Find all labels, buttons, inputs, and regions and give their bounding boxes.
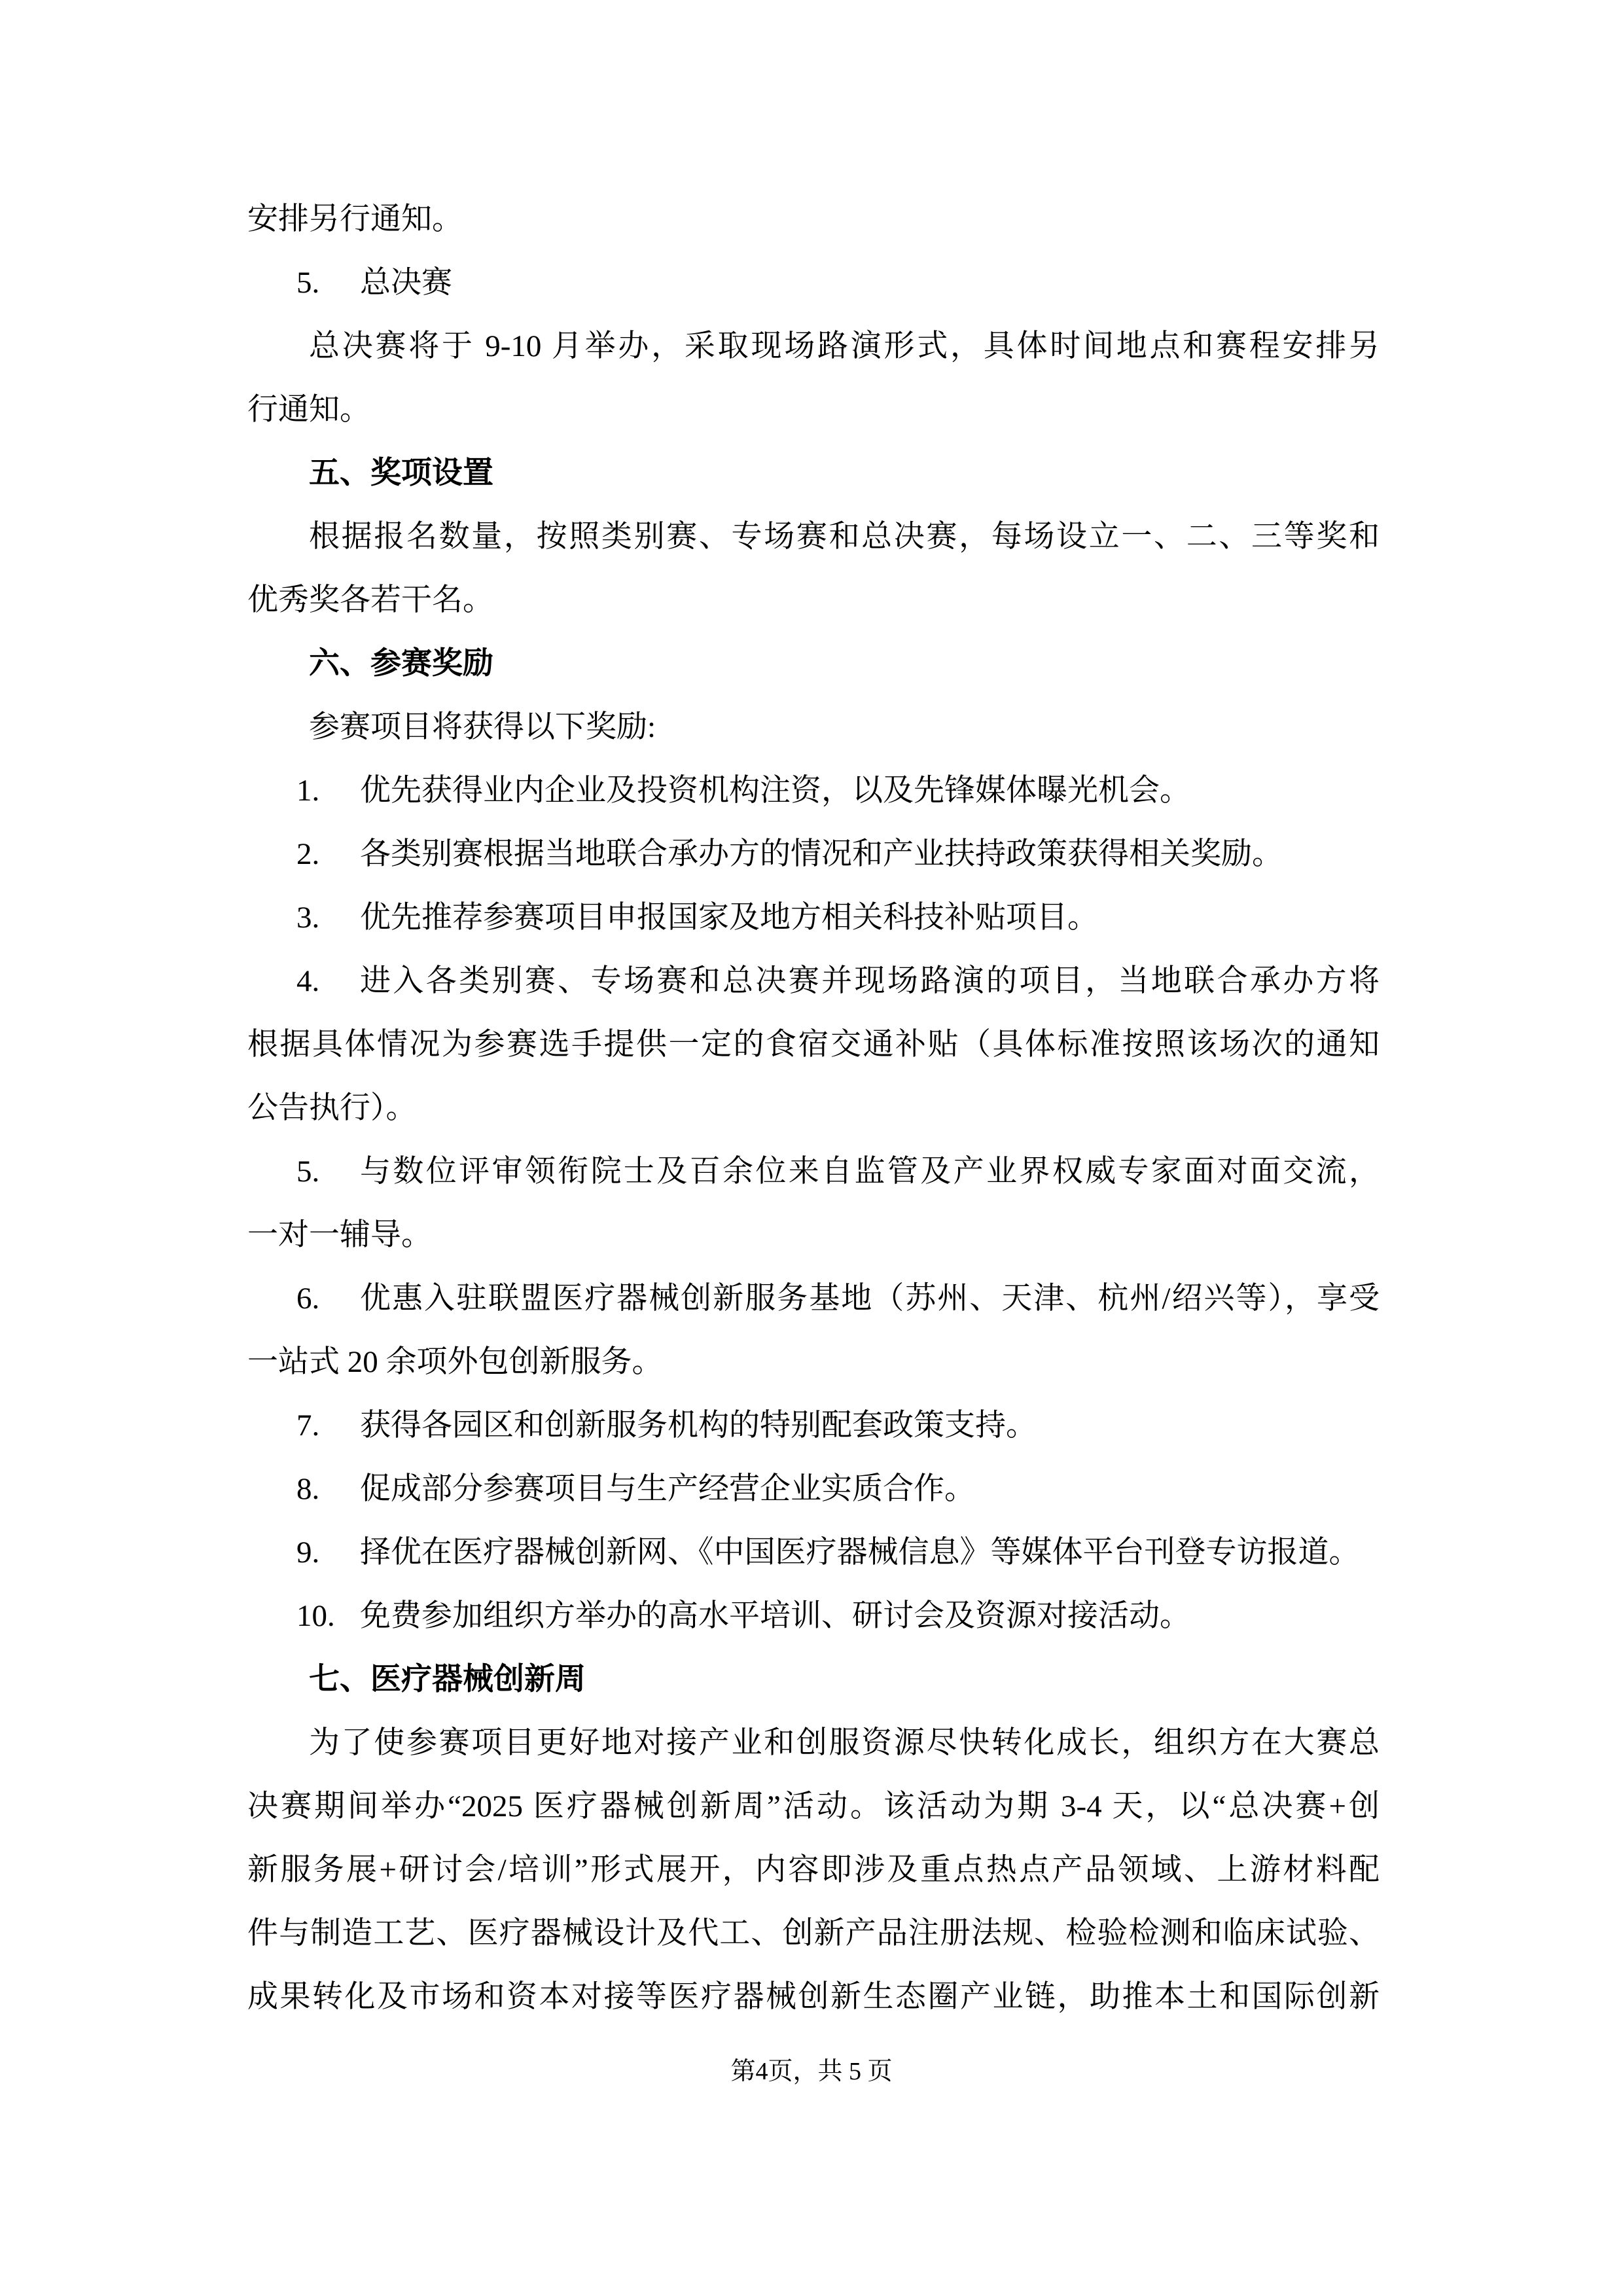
text-line: 安排另行通知。 [247,202,463,236]
text-line: 一站式 20 余项外包创新服务。 [247,1345,663,1379]
list-item-line [247,886,1380,950]
list-number: 5. [296,266,320,300]
text-line: 决赛期间举办“2025 医疗器械创新周”活动。该活动为期 3-4 天，以“总决赛+创 [247,1789,1380,1823]
list-item-text: 各类别赛根据当地联合承办方的情况和产业扶持政策获得相关奖励。 [360,837,1283,871]
list-number: 3. [296,901,320,935]
list-item-line [247,950,1380,1013]
text-line: 六、参赛奖励 [309,647,493,681]
list-number: 9. [296,1535,320,1570]
text-line: 参赛项目将获得以下奖励: [309,710,656,744]
list-item-line [247,251,1380,315]
list-item-text: 促成部分参赛项目与生产经营企业实质合作。 [360,1472,975,1506]
list-number: 8. [296,1472,320,1506]
list-item-text: 与数位评审领衔院士及百余位来自监管及产业界权威专家面对面交流， [360,1155,1380,1189]
list-item-text: 免费参加组织方举办的高水平培训、研讨会及资源对接活动。 [360,1599,1190,1633]
list-item-text: 获得各园区和创新服务机构的特别配套政策支持。 [360,1408,1037,1443]
list-item-line [247,1585,1380,1648]
list-item-text: 优惠入驻联盟医疗器械创新服务基地（苏州、天津、杭州/绍兴等），享受 [360,1282,1380,1316]
list-item-line [247,759,1380,823]
text-line: 总决赛将于 9-10 月举办，采取现场路演形式，具体时间地点和赛程安排另 [309,329,1380,363]
list-number: 5. [296,1155,320,1189]
list-item-line [247,1458,1380,1521]
list-number: 7. [296,1408,320,1443]
list-item-line [247,1521,1380,1585]
page-footer: 第4页，共 5 页 [730,2058,893,2085]
text-line: 五、奖项设置 [309,456,493,490]
list-item-text: 总决赛 [360,266,452,300]
list-item-line [247,1140,1380,1204]
list-item-line [247,1267,1380,1331]
list-item-text: 优先获得业内企业及投资机构注资，以及先锋媒体曝光机会。 [360,774,1190,808]
list-number: 1. [296,774,320,808]
list-number: 10. [296,1599,335,1633]
text-line: 七、医疗器械创新周 [309,1662,586,1696]
list-number: 2. [296,837,320,871]
text-line: 一对一辅导。 [247,1218,432,1252]
text-line: 件与制造工艺、医疗器械设计及代工、创新产品注册法规、检验检测和临床试验、 [247,1916,1380,1950]
text-line: 行通知。 [247,393,370,427]
text-line: 根据报名数量，按照类别赛、专场赛和总决赛，每场设立一、二、三等奖和 [309,520,1380,554]
list-item-text: 择优在医疗器械创新网、《中国医疗器械信息》等媒体平台刊登专访报道。 [360,1535,1360,1570]
list-number: 6. [296,1282,320,1316]
list-number: 4. [296,964,320,998]
text-line: 成果转化及市场和资本对接等医疗器械创新生态圈产业链，助推本土和国际创新 [247,1980,1380,2014]
document-body [247,188,1380,2029]
text-line: 为了使参赛项目更好地对接产业和创服资源尽快转化成长，组织方在大赛总 [309,1726,1380,1760]
list-item-line [247,823,1380,886]
text-line: 根据具体情况为参赛选手提供一定的食宿交通补贴（具体标准按照该场次的通知 [247,1028,1380,1062]
list-item-line [247,1394,1380,1458]
list-item-text: 进入各类别赛、专场赛和总决赛并现场路演的项目，当地联合承办方将 [360,964,1380,998]
list-item-text: 优先推荐参赛项目申报国家及地方相关科技补贴项目。 [360,901,1098,935]
text-line: 优秀奖各若干名。 [247,583,493,617]
text-line: 新服务展+研讨会/培训”形式展开，内容即涉及重点热点产品领域、上游材料配 [247,1853,1380,1887]
text-line: 公告执行）。 [247,1091,417,1125]
